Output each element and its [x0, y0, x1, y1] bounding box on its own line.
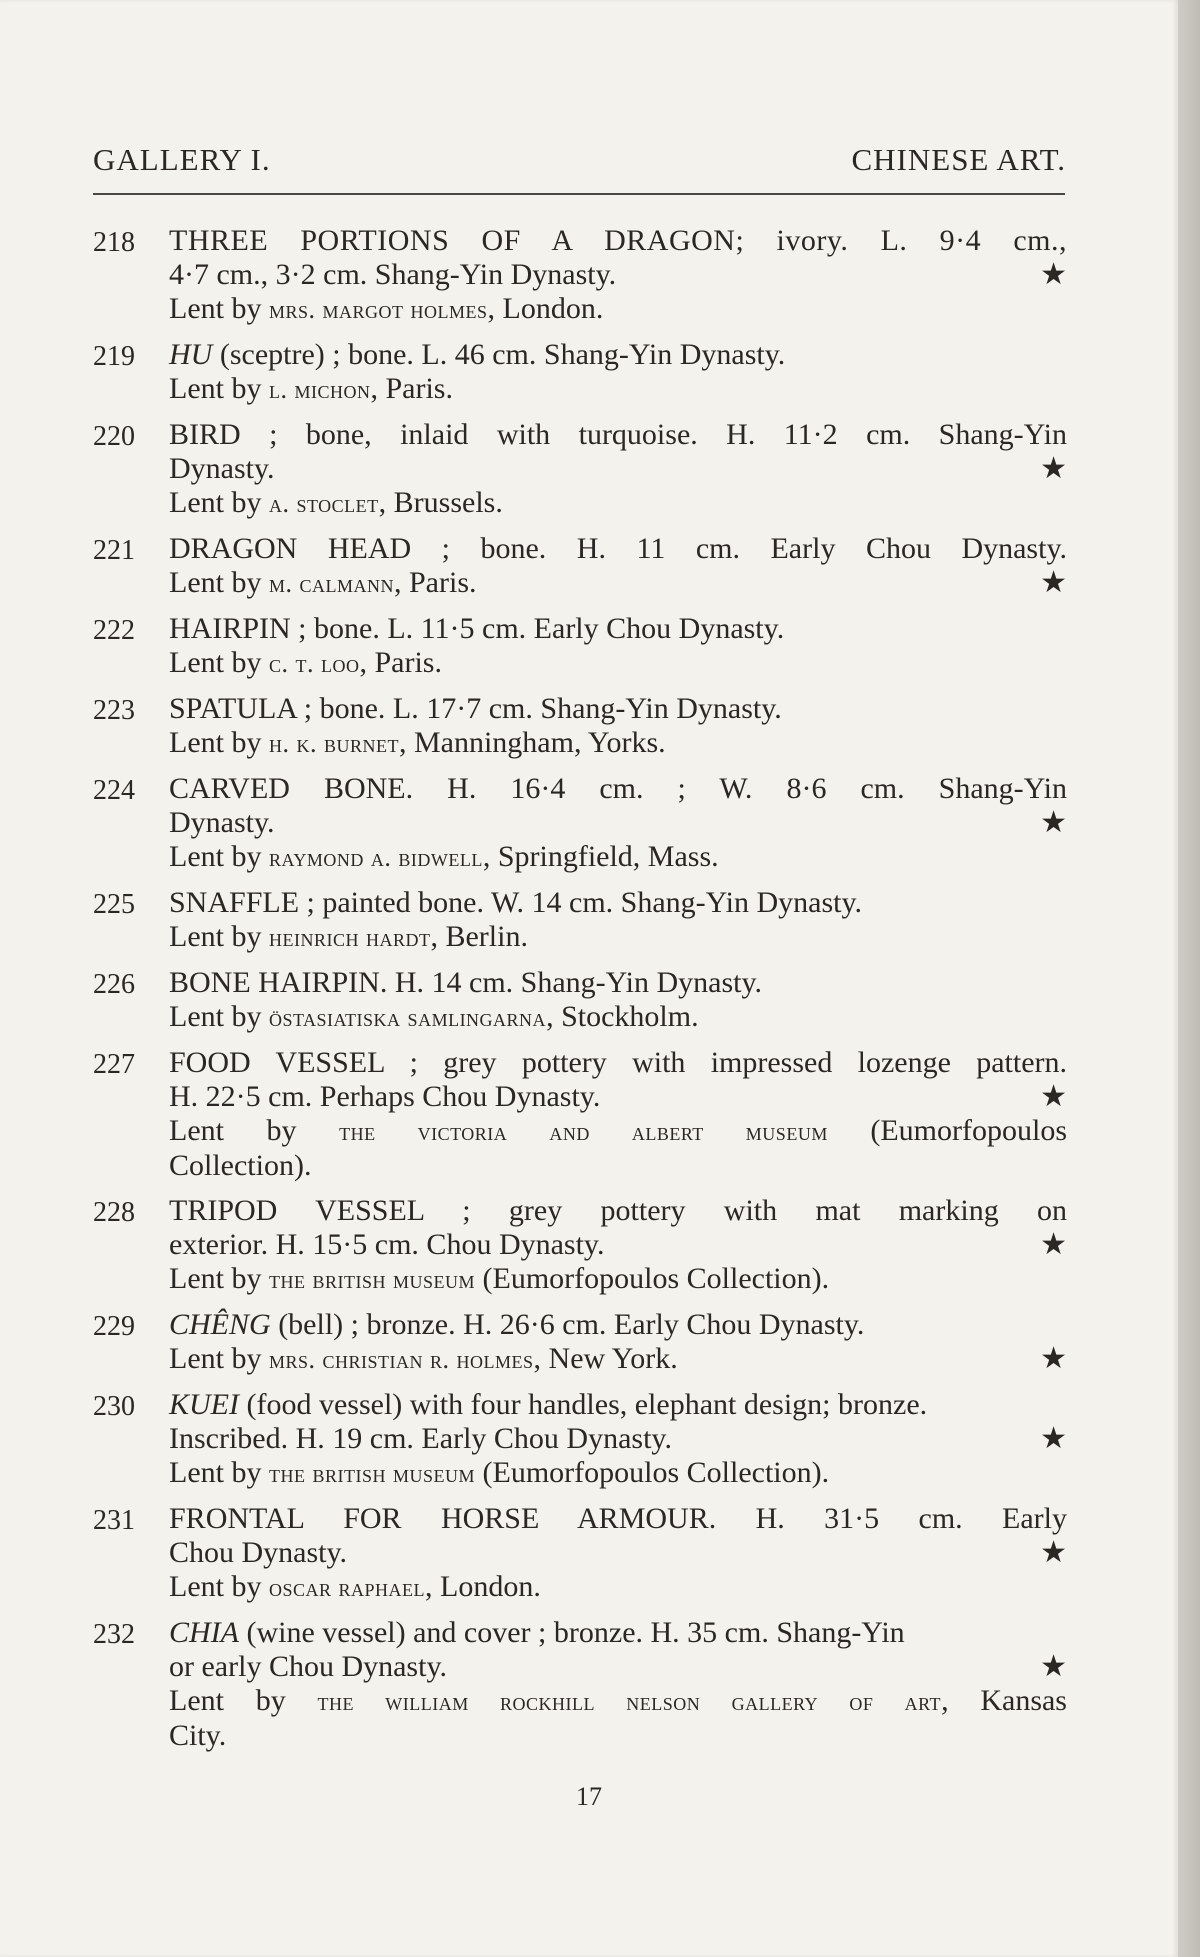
entry-description: TRIPOD VESSEL ; grey pottery with mat marking on	[169, 1194, 1067, 1227]
lender-place: (Eumorfopoulos Collection).	[475, 1262, 830, 1295]
entry-description: CHÊNG (bell) ; bronze. H. 26·6 cm. Early Chou Dynasty.	[169, 1308, 865, 1341]
lender-line: Lent by heinrich hardt, Berlin.	[169, 920, 528, 953]
entry-number: 229	[93, 1311, 135, 1342]
lender-line: Lent by oscar raphael, London.	[169, 1570, 541, 1603]
lender-name: oscar raphael	[268, 1573, 426, 1602]
entry-number: 232	[93, 1619, 135, 1650]
lender-place: , London.	[487, 292, 604, 325]
lender-place: , Paris.	[370, 372, 453, 405]
lender-line: Lent by the william rockhill nelson gallery of art, Kansas	[169, 1684, 1067, 1717]
lender-name: the victoria and albert museum	[339, 1117, 828, 1146]
lender-line: Lent by the british museum (Eumorfopoulos Collection).	[169, 1262, 830, 1295]
catalogue-entry	[93, 532, 1067, 601]
entry-description-cont: Dynasty.	[169, 452, 275, 485]
lender-place: , Manningham, Yorks.	[398, 726, 666, 759]
lender-place: , Stockholm.	[546, 1000, 699, 1033]
entry-description: CARVED BONE. H. 16·4 cm. ; W. 8·6 cm. Shang-Yin	[169, 772, 1067, 805]
star-icon: ★	[1040, 1228, 1067, 1261]
entry-number: 231	[93, 1505, 135, 1536]
running-header	[93, 142, 1066, 178]
lender-line-cont: Collection).	[169, 1149, 312, 1182]
entry-number: 224	[93, 775, 135, 806]
entry-description: SNAFFLE ; painted bone. W. 14 cm. Shang-Yin Dynasty.	[169, 886, 863, 919]
star-icon: ★	[1040, 1080, 1067, 1113]
lender-name: mrs. margot holmes	[268, 295, 488, 324]
catalogue-entry	[93, 1616, 1067, 1753]
star-icon: ★	[1040, 806, 1067, 839]
lender-line: Lent by the british museum (Eumorfopoulos Collection).	[169, 1456, 830, 1489]
lender-place: , Berlin.	[430, 920, 528, 953]
catalogue-entry	[93, 1308, 1067, 1377]
entry-description-cont: or early Chou Dynasty.	[169, 1650, 447, 1683]
entry-number: 223	[93, 695, 135, 726]
lender-name: mrs. christian r. holmes	[268, 1345, 534, 1374]
header-gallery: GALLERY I.	[93, 142, 271, 177]
entry-description-cont: Inscribed. H. 19 cm. Early Chou Dynasty.	[169, 1422, 672, 1455]
entry-number: 227	[93, 1049, 135, 1080]
catalogue-entry	[93, 1388, 1067, 1491]
star-icon: ★	[1040, 1650, 1067, 1683]
lender-line: Lent by mrs. christian r. holmes, New York.	[169, 1342, 678, 1375]
entry-number: 221	[93, 535, 135, 566]
lender-place: (Eumorfopoulos Collection).	[475, 1456, 830, 1489]
entry-description: FOOD VESSEL ; grey pottery with impressed lozenge pattern.	[169, 1046, 1067, 1079]
catalogue-entry	[93, 886, 1067, 955]
lender-place: (Eumorfopoulos	[827, 1114, 1068, 1147]
lender-line: Lent by a. stoclet, Brussels.	[169, 486, 503, 519]
entry-description: CHIA (wine vessel) and cover ; bronze. H. 35 cm. Shang-Yin	[169, 1616, 905, 1649]
lender-place: , London.	[425, 1570, 541, 1603]
lender-name: h. k. burnet	[268, 729, 399, 758]
lender-line: Lent by the victoria and albert museum (Eumorfopoulos	[169, 1114, 1068, 1147]
entry-number: 225	[93, 889, 135, 920]
catalogue-entry	[93, 1046, 1067, 1183]
entry-description: BONE HAIRPIN. H. 14 cm. Shang-Yin Dynasty.	[169, 966, 763, 999]
entry-description: HU (sceptre) ; bone. L. 46 cm. Shang-Yin Dynasty.	[169, 338, 786, 371]
entry-description-cont: 4·7 cm., 3·2 cm. Shang-Yin Dynasty.	[169, 258, 617, 291]
catalogue-entry	[93, 966, 1067, 1035]
star-icon: ★	[1040, 258, 1067, 291]
star-icon: ★	[1040, 1536, 1067, 1569]
entry-number: 218	[93, 227, 135, 258]
star-icon: ★	[1040, 1422, 1067, 1455]
star-icon: ★	[1040, 1342, 1067, 1375]
entry-number: 226	[93, 969, 135, 1000]
lender-name: östasiatiska samlingarna	[268, 1003, 547, 1032]
object-title: KUEI	[169, 1388, 239, 1421]
lender-name: l. michon	[268, 375, 371, 404]
catalogue-entry	[93, 772, 1067, 875]
object-title: HU	[169, 338, 213, 371]
lender-name: the british museum	[268, 1265, 475, 1294]
catalogue-entry	[93, 692, 1067, 761]
lender-name: heinrich hardt	[268, 923, 431, 952]
catalogue-entry	[93, 338, 1067, 407]
header-section: CHINESE ART.	[851, 142, 1066, 177]
object-title: CHIA	[169, 1616, 239, 1649]
catalogue-entry	[93, 1502, 1067, 1605]
entry-description: SPATULA ; bone. L. 17·7 cm. Shang-Yin Dynasty.	[169, 692, 782, 725]
lender-name: the british museum	[268, 1459, 475, 1488]
lender-line-cont: City.	[169, 1719, 227, 1752]
lender-place: , Kansas	[941, 1684, 1067, 1717]
catalogue-entry	[93, 224, 1067, 327]
lender-name: the william rockhill nelson gallery of art	[317, 1687, 942, 1716]
lender-place: , Paris.	[394, 566, 477, 599]
lender-place: , Paris.	[359, 646, 442, 679]
entry-description: BIRD ; bone, inlaid with turquoise. H. 11·2 cm. Shang-Yin	[169, 418, 1067, 451]
catalogue-entry	[93, 612, 1067, 681]
lender-name: a. stoclet	[268, 489, 379, 518]
star-icon: ★	[1040, 566, 1067, 599]
header-rule	[93, 193, 1065, 195]
entry-description-cont: H. 22·5 cm. Perhaps Chou Dynasty.	[169, 1080, 601, 1113]
entry-number: 219	[93, 341, 135, 372]
lender-place: , New York.	[533, 1342, 678, 1375]
catalogue-entry	[93, 418, 1067, 521]
entry-description-cont: Chou Dynasty.	[169, 1536, 348, 1569]
lender-line: Lent by östasiatiska samlingarna, Stockholm.	[169, 1000, 699, 1033]
lender-line: Lent by mrs. margot holmes, London.	[169, 292, 604, 325]
entry-description-cont: Dynasty.	[169, 806, 275, 839]
lender-line: Lent by raymond a. bidwell, Springfield, Mass.	[169, 840, 719, 873]
lender-place: , Brussels.	[378, 486, 503, 519]
entry-list	[93, 224, 1067, 1764]
page-number: 17	[576, 1782, 602, 1811]
entry-description-cont: exterior. H. 15·5 cm. Chou Dynasty.	[169, 1228, 605, 1261]
star-icon: ★	[1040, 452, 1067, 485]
lender-name: raymond a. bidwell	[268, 843, 483, 872]
lender-line: Lent by m. calmann, Paris.	[169, 566, 477, 599]
entry-description: FRONTAL FOR HORSE ARMOUR. H. 31·5 cm. Early	[169, 1502, 1067, 1535]
entry-description: HAIRPIN ; bone. L. 11·5 cm. Early Chou Dynasty.	[169, 612, 785, 645]
lender-line: Lent by h. k. burnet, Manningham, Yorks.	[169, 726, 666, 759]
lender-name: m. calmann	[268, 569, 394, 598]
book-page-edge	[1178, 0, 1200, 1957]
object-title: CHÊNG	[169, 1308, 271, 1341]
entry-number: 228	[93, 1197, 135, 1228]
entry-description: DRAGON HEAD ; bone. H. 11 cm. Early Chou Dynasty.	[169, 532, 1067, 565]
lender-line: Lent by c. t. loo, Paris.	[169, 646, 442, 679]
entry-number: 222	[93, 615, 135, 646]
entry-description: KUEI (food vessel) with four handles, elephant design; bronze.	[169, 1388, 928, 1421]
lender-place: , Springfield, Mass.	[482, 840, 719, 873]
lender-line: Lent by l. michon, Paris.	[169, 372, 453, 405]
entry-number: 220	[93, 421, 135, 452]
lender-name: c. t. loo	[268, 649, 360, 678]
entry-description: THREE PORTIONS OF A DRAGON; ivory. L. 9·4 cm.,	[169, 224, 1067, 257]
catalogue-entry	[93, 1194, 1067, 1297]
entry-number: 230	[93, 1391, 135, 1422]
